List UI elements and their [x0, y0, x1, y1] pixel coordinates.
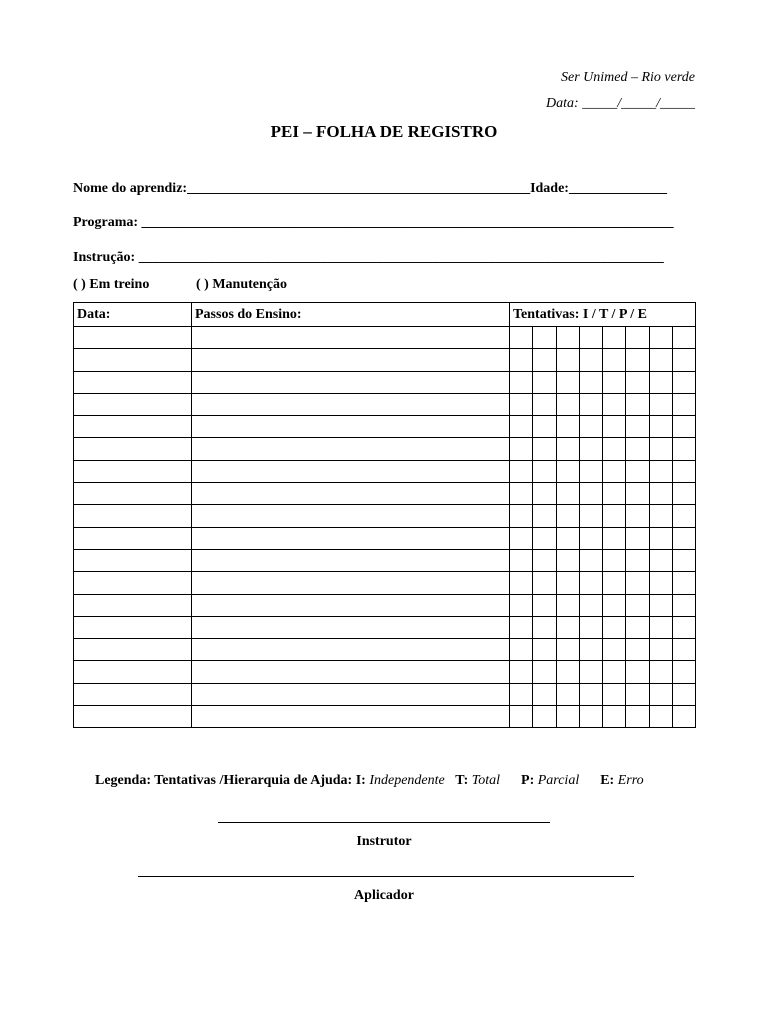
trial-cell[interactable] [510, 661, 533, 683]
trial-cell[interactable] [672, 527, 695, 549]
legend-t-key: T: [455, 773, 469, 788]
trial-cell[interactable] [533, 616, 556, 638]
trial-cell[interactable] [649, 572, 672, 594]
trial-cell[interactable] [533, 327, 556, 349]
trial-cell[interactable] [603, 416, 626, 438]
trial-cell[interactable] [556, 483, 579, 505]
trial-cell[interactable] [556, 594, 579, 616]
trial-cell[interactable] [672, 393, 695, 415]
trial-cell[interactable] [649, 483, 672, 505]
trial-cell[interactable] [603, 706, 626, 728]
date-cell[interactable] [74, 706, 192, 728]
trial-cell[interactable] [556, 327, 579, 349]
date-cell[interactable] [74, 527, 192, 549]
trial-cell[interactable] [510, 616, 533, 638]
legend-p-key: P: [521, 773, 535, 788]
trial-cell[interactable] [603, 438, 626, 460]
teaching-step-cell[interactable] [192, 349, 510, 371]
date-cell[interactable] [74, 549, 192, 571]
legend-t-value: Total [471, 773, 501, 788]
in-training-option: ( ) Em treino [73, 277, 150, 292]
trial-cell[interactable] [626, 460, 649, 482]
teaching-step-cell[interactable] [192, 639, 510, 661]
col-header-tentativas: Tentativas: I / T / P / E [510, 303, 696, 327]
trial-cell[interactable] [672, 483, 695, 505]
trial-cell[interactable] [556, 505, 579, 527]
trial-cell[interactable] [649, 393, 672, 415]
legend-i-key: I: [355, 773, 366, 788]
trial-cell[interactable] [510, 594, 533, 616]
trial-cell[interactable] [649, 527, 672, 549]
trial-cell[interactable] [556, 639, 579, 661]
trial-cell[interactable] [603, 349, 626, 371]
teaching-step-cell[interactable] [192, 505, 510, 527]
date-cell[interactable] [74, 683, 192, 705]
instruction-field: Instrução: ___________________________________________________________________________ [73, 250, 664, 265]
trial-cell[interactable] [510, 683, 533, 705]
trial-cell[interactable] [649, 706, 672, 728]
trial-cell[interactable] [672, 706, 695, 728]
trial-cell[interactable] [672, 438, 695, 460]
trial-cell[interactable] [556, 706, 579, 728]
trial-cell[interactable] [510, 706, 533, 728]
trial-cell[interactable] [533, 572, 556, 594]
trial-cell[interactable] [510, 416, 533, 438]
trial-cell[interactable] [603, 594, 626, 616]
trial-cell[interactable] [556, 393, 579, 415]
trial-cell[interactable] [672, 594, 695, 616]
teaching-step-cell[interactable] [192, 416, 510, 438]
table-row [74, 706, 696, 728]
date-cell[interactable] [74, 505, 192, 527]
date-cell[interactable] [74, 639, 192, 661]
table-row [74, 661, 696, 683]
date-line: Data: _____/_____/_____ [546, 96, 695, 111]
trial-cell[interactable] [510, 639, 533, 661]
trial-cell[interactable] [533, 460, 556, 482]
teaching-step-cell[interactable] [192, 594, 510, 616]
trial-cell[interactable] [603, 572, 626, 594]
trial-cell[interactable] [626, 505, 649, 527]
trial-cell[interactable] [603, 505, 626, 527]
legend-e-value: Erro [617, 773, 644, 788]
trial-cell[interactable] [672, 505, 695, 527]
trial-cell[interactable] [626, 683, 649, 705]
teaching-step-cell[interactable] [192, 616, 510, 638]
trial-cell[interactable] [626, 371, 649, 393]
teaching-step-cell[interactable] [192, 549, 510, 571]
teaching-step-cell[interactable] [192, 327, 510, 349]
table-row [74, 616, 696, 638]
maintenance-option: ( ) Manutenção [196, 277, 287, 292]
trial-cell[interactable] [556, 549, 579, 571]
trial-cell[interactable] [579, 438, 602, 460]
trial-cell[interactable] [579, 572, 602, 594]
trial-cell[interactable] [556, 349, 579, 371]
trial-cell[interactable] [626, 661, 649, 683]
trial-cell[interactable] [533, 639, 556, 661]
trial-cell[interactable] [672, 639, 695, 661]
trial-cell[interactable] [603, 460, 626, 482]
table-row [74, 460, 696, 482]
trial-cell[interactable] [556, 616, 579, 638]
legend [95, 773, 644, 789]
table-row [74, 393, 696, 415]
trial-cell[interactable] [649, 616, 672, 638]
table-row [74, 438, 696, 460]
trial-cell[interactable] [603, 549, 626, 571]
trial-cell[interactable] [579, 706, 602, 728]
trial-cell[interactable] [649, 683, 672, 705]
trial-cell[interactable] [579, 505, 602, 527]
trial-cell[interactable] [510, 393, 533, 415]
trial-cell[interactable] [510, 549, 533, 571]
trial-cell[interactable] [556, 683, 579, 705]
col-header-passos: Passos do Ensino: [192, 303, 510, 327]
trial-cell[interactable] [649, 549, 672, 571]
table-row [74, 549, 696, 571]
trial-cell[interactable] [626, 616, 649, 638]
legend-prefix: Legenda: Tentativas /Hierarquia de Ajuda: [95, 773, 353, 788]
learner-name-field: Nome do aprendiz:_________________________________________________Idade:______________ [73, 181, 667, 196]
trial-cell[interactable] [533, 527, 556, 549]
col-header-data: Data: [74, 303, 192, 327]
trial-cell[interactable] [533, 483, 556, 505]
trial-cell[interactable] [579, 371, 602, 393]
table-row [74, 416, 696, 438]
trial-cell[interactable] [510, 371, 533, 393]
trial-cell[interactable] [510, 527, 533, 549]
table-row [74, 327, 696, 349]
trial-cell[interactable] [579, 460, 602, 482]
registry-table [73, 302, 696, 728]
trial-cell[interactable] [533, 438, 556, 460]
trial-cell[interactable] [533, 349, 556, 371]
trial-cell[interactable] [626, 639, 649, 661]
trial-cell[interactable] [672, 371, 695, 393]
table-row [74, 349, 696, 371]
legend-i-value: Independente [369, 773, 445, 788]
trial-cell[interactable] [533, 549, 556, 571]
instructor-signature-line [218, 822, 550, 823]
table-row [74, 527, 696, 549]
trial-cell[interactable] [510, 572, 533, 594]
table-row [74, 572, 696, 594]
date-cell[interactable] [74, 371, 192, 393]
trial-cell[interactable] [510, 505, 533, 527]
table-row [74, 505, 696, 527]
table-row [74, 683, 696, 705]
page-title: PEI – FOLHA DE REGISTRO [270, 122, 498, 141]
date-cell[interactable] [74, 327, 192, 349]
trial-cell[interactable] [510, 483, 533, 505]
date-cell[interactable] [74, 483, 192, 505]
trial-cell[interactable] [626, 706, 649, 728]
applicator-signature-line [138, 876, 634, 877]
trial-cell[interactable] [603, 683, 626, 705]
trial-cell[interactable] [626, 349, 649, 371]
trial-cell[interactable] [579, 416, 602, 438]
trial-cell[interactable] [672, 572, 695, 594]
applicator-label: Aplicador [354, 888, 414, 903]
teaching-step-cell[interactable] [192, 683, 510, 705]
table-row [74, 639, 696, 661]
trial-cell[interactable] [603, 527, 626, 549]
trial-cell[interactable] [579, 594, 602, 616]
trial-cell[interactable] [556, 416, 579, 438]
trial-cell[interactable] [510, 438, 533, 460]
teaching-step-cell[interactable] [192, 393, 510, 415]
trial-cell[interactable] [626, 483, 649, 505]
trial-cell[interactable] [672, 416, 695, 438]
trial-cell[interactable] [579, 483, 602, 505]
trial-cell[interactable] [649, 349, 672, 371]
trial-cell[interactable] [649, 505, 672, 527]
trial-cell[interactable] [533, 505, 556, 527]
trial-cell[interactable] [649, 460, 672, 482]
date-cell[interactable] [74, 460, 192, 482]
trial-cell[interactable] [510, 460, 533, 482]
date-cell[interactable] [74, 616, 192, 638]
trial-cell[interactable] [579, 549, 602, 571]
trial-cell[interactable] [649, 371, 672, 393]
trial-cell[interactable] [672, 549, 695, 571]
trial-cell[interactable] [672, 661, 695, 683]
date-cell[interactable] [74, 393, 192, 415]
trial-cell[interactable] [672, 683, 695, 705]
trial-cell[interactable] [672, 616, 695, 638]
trial-cell[interactable] [603, 393, 626, 415]
teaching-step-cell[interactable] [192, 460, 510, 482]
trial-cell[interactable] [603, 616, 626, 638]
instructor-label: Instrutor [356, 834, 412, 849]
teaching-step-cell[interactable] [192, 527, 510, 549]
date-cell[interactable] [74, 349, 192, 371]
table-header-row [74, 303, 696, 327]
trial-cell[interactable] [626, 572, 649, 594]
date-cell[interactable] [74, 572, 192, 594]
teaching-step-cell[interactable] [192, 438, 510, 460]
trial-cell[interactable] [672, 460, 695, 482]
trial-cell[interactable] [579, 661, 602, 683]
trial-cell[interactable] [626, 327, 649, 349]
trial-cell[interactable] [579, 616, 602, 638]
program-field: Programa: ____________________________________________________________________________ [73, 215, 674, 230]
date-cell[interactable] [74, 416, 192, 438]
trial-cell[interactable] [626, 549, 649, 571]
trial-cell[interactable] [579, 683, 602, 705]
legend-p-value: Parcial [537, 773, 580, 788]
trial-cell[interactable] [626, 527, 649, 549]
trial-cell[interactable] [533, 416, 556, 438]
trial-cell[interactable] [603, 327, 626, 349]
trial-cell[interactable] [556, 527, 579, 549]
date-cell[interactable] [74, 661, 192, 683]
legend-e-key: E: [600, 773, 615, 788]
trial-cell[interactable] [672, 327, 695, 349]
trial-cell[interactable] [672, 349, 695, 371]
teaching-step-cell[interactable] [192, 371, 510, 393]
trial-cell[interactable] [626, 393, 649, 415]
trial-cell[interactable] [510, 327, 533, 349]
trial-cell[interactable] [579, 527, 602, 549]
trial-cell[interactable] [626, 438, 649, 460]
trial-cell[interactable] [556, 371, 579, 393]
trial-cell[interactable] [533, 661, 556, 683]
trial-cell[interactable] [603, 483, 626, 505]
org-name: Ser Unimed – Rio verde [561, 70, 695, 85]
table-row [74, 594, 696, 616]
trial-cell[interactable] [533, 393, 556, 415]
table-row [74, 371, 696, 393]
trial-cell[interactable] [533, 683, 556, 705]
teaching-step-cell[interactable] [192, 706, 510, 728]
trial-cell[interactable] [579, 639, 602, 661]
trial-cell[interactable] [579, 393, 602, 415]
trial-cell[interactable] [603, 661, 626, 683]
table-row [74, 483, 696, 505]
teaching-step-cell[interactable] [192, 572, 510, 594]
trial-cell[interactable] [649, 416, 672, 438]
trial-cell[interactable] [649, 594, 672, 616]
trial-cell[interactable] [556, 661, 579, 683]
trial-cell[interactable] [626, 594, 649, 616]
trial-cell[interactable] [556, 460, 579, 482]
trial-cell[interactable] [649, 661, 672, 683]
trial-cell[interactable] [649, 438, 672, 460]
trial-cell[interactable] [579, 349, 602, 371]
trial-cell[interactable] [533, 594, 556, 616]
date-cell[interactable] [74, 438, 192, 460]
trial-cell[interactable] [603, 371, 626, 393]
trial-cell[interactable] [579, 327, 602, 349]
teaching-step-cell[interactable] [192, 661, 510, 683]
trial-cell[interactable] [556, 572, 579, 594]
trial-cell[interactable] [649, 639, 672, 661]
trial-cell[interactable] [533, 706, 556, 728]
date-cell[interactable] [74, 594, 192, 616]
trial-cell[interactable] [603, 639, 626, 661]
teaching-step-cell[interactable] [192, 483, 510, 505]
trial-cell[interactable] [649, 327, 672, 349]
trial-cell[interactable] [510, 349, 533, 371]
trial-cell[interactable] [556, 438, 579, 460]
trial-cell[interactable] [533, 371, 556, 393]
trial-cell[interactable] [626, 416, 649, 438]
